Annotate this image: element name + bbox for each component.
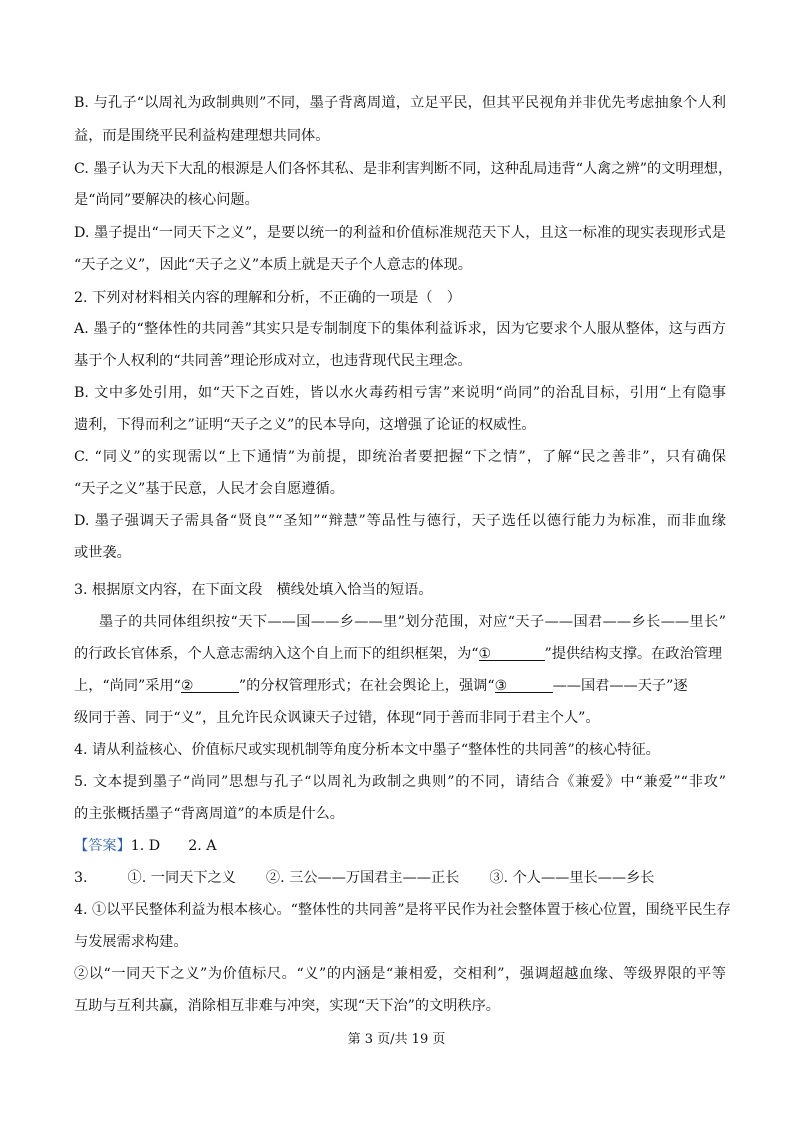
- blank-2-marker: ②: [180, 678, 194, 694]
- answer-3-item-1: ①. 一同天下之义: [127, 870, 236, 886]
- page-footer: 第 3 页/共 19 页: [347, 1032, 446, 1047]
- answer-row-1: [74, 836, 726, 856]
- blank-3-marker: ③: [494, 678, 508, 694]
- q3-paragraph-line-3: [74, 676, 726, 696]
- answer-4-point-1-line-1: 4. ①以平民整体利益为根本核心。“整体性的共同善”是将平民作为社会整体置于核心位置，围绕平民生存: [74, 902, 731, 918]
- q2-option-d-line-2: 或世袭。: [74, 545, 131, 561]
- q3-text: ”的分权管理形式；在社会舆论上，强调“: [238, 678, 495, 694]
- answer-4-point-2-line-2: 互助与互利共赢，消除相互非难与冲突，实现“天下治”的文明秩序。: [74, 998, 500, 1014]
- answer-3-item-2: ②. 三公——万国君主——正长: [265, 870, 460, 886]
- q3-text: ”提供结构支撑。在政治管理: [544, 646, 723, 662]
- question-2-stem: 2. 下列对材料相关内容的理解和分析，不正确的一项是（ ）: [74, 290, 461, 306]
- answer-4-point-2-line-1: ②以“一同天下之义”为价值标尺。“义”的内涵是“兼相爱，交相利”，强调超越血缘、等级界限的平等: [74, 966, 726, 982]
- blank-1-marker: ①: [478, 646, 492, 662]
- q2-option-b-line-1: B. 文中多处引用，如“天下之百姓，皆以水火毒药相亏害”来说明“尚同”的治乱目标，引用“上有隐事: [74, 385, 726, 401]
- question-3-stem: 3. 根据原文内容，在下面文段 横线处填入恰当的短语。: [74, 582, 433, 598]
- q3-paragraph-line-4: 级同于善、同于“义”，且允许民众讽谏天子过错，体现“同于善而非同于君主个人”。: [74, 710, 600, 726]
- q3-paragraph-line-1: 墨子的共同体组织按“天下——国——乡——里”划分范围，对应“天子——国君——乡长——里长”: [99, 614, 726, 630]
- q3-text: 上，“尚同”采用“: [74, 678, 181, 694]
- question-5-line-1: 5. 文本提到墨子“尚同”思想与孔子“以周礼为政制之典则”的不同，请结合《兼爱》中“兼爱”“非攻”: [74, 774, 726, 790]
- question-4: 4. 请从利益核心、价值标尺或实现机制等角度分析本文中墨子“整体性的共同善”的核心特征。: [74, 742, 660, 758]
- option-c-line-1: C. 墨子认为天下大乱的根源是人们各怀其私、是非利害判断不同，这种乱局违背“人禽之辨”的文明理想，: [74, 161, 733, 177]
- option-d-line-2: “天子之义”，因此“天子之义”本质上就是天子个人意志的体现。: [74, 257, 472, 273]
- answer-tag: 【答案】: [74, 838, 131, 854]
- q2-option-a-line-1: A. 墨子的“整体性的共同善”其实只是专制制度下的集体利益诉求，因为它要求个人服从整体，这与西方: [74, 321, 726, 337]
- answer-1: 1. D: [130, 838, 161, 854]
- q2-option-a-line-2: 基于个人权利的“共同善”理论形成对立，也违背现代民主理念。: [74, 353, 472, 369]
- answer-4-point-1-line-2: 与发展需求构建。: [74, 934, 188, 950]
- q2-option-d-line-1: D. 墨子强调天子需具备“贤良”“圣知”“辩慧”等品性与德行，天子选任以德行能力为标准，而非血缘: [74, 513, 726, 529]
- blank-2[interactable]: [181, 676, 239, 693]
- answer-2: 2. A: [188, 838, 217, 854]
- q2-option-c-line-1: C. “同义”的实现需以“上下通情”为前提，即统治者要把握“下之情”，了解“民之善非”，只有确保: [74, 449, 726, 465]
- blank-1[interactable]: [479, 644, 545, 661]
- option-c-line-2: 是“尚同”要解决的核心问题。: [74, 192, 259, 208]
- option-d-line-1: D. 墨子提出“一同天下之义”，是要以统一的利益和价值标准规范天下人，且这一标准的现实表现形式是: [74, 225, 726, 241]
- option-b-line-2: 益，而是围绕平民利益构建理想共同体。: [74, 128, 330, 144]
- answer-3-row: [74, 868, 726, 888]
- q3-text: 的行政长官体系，个人意志需纳入这个自上而下的组织框架，为“: [74, 646, 479, 662]
- option-b-line-1: B. 与孔子“以周礼为政制典则”不同，墨子背离周道，立足平民，但其平民视角并非优先考虑抽象个人利: [74, 95, 726, 111]
- q3-paragraph-line-2: [74, 644, 726, 664]
- answer-3-number: 3.: [74, 870, 88, 886]
- answer-3-item-3: ③. 个人——里长——乡长: [489, 870, 655, 886]
- question-5-line-2: 的主张概括墨子“背离周道”的本质是什么。: [74, 806, 344, 822]
- q2-option-c-line-2: “天子之义”基于民意，人民才会自愿遵循。: [74, 481, 344, 497]
- q2-option-b-line-2: 遗利，下得而利之”证明“天子之义”的民本导向，这增强了论证的权威性。: [74, 417, 536, 433]
- q3-text: ——国君——天子”逐: [552, 678, 688, 694]
- blank-3[interactable]: [495, 676, 553, 693]
